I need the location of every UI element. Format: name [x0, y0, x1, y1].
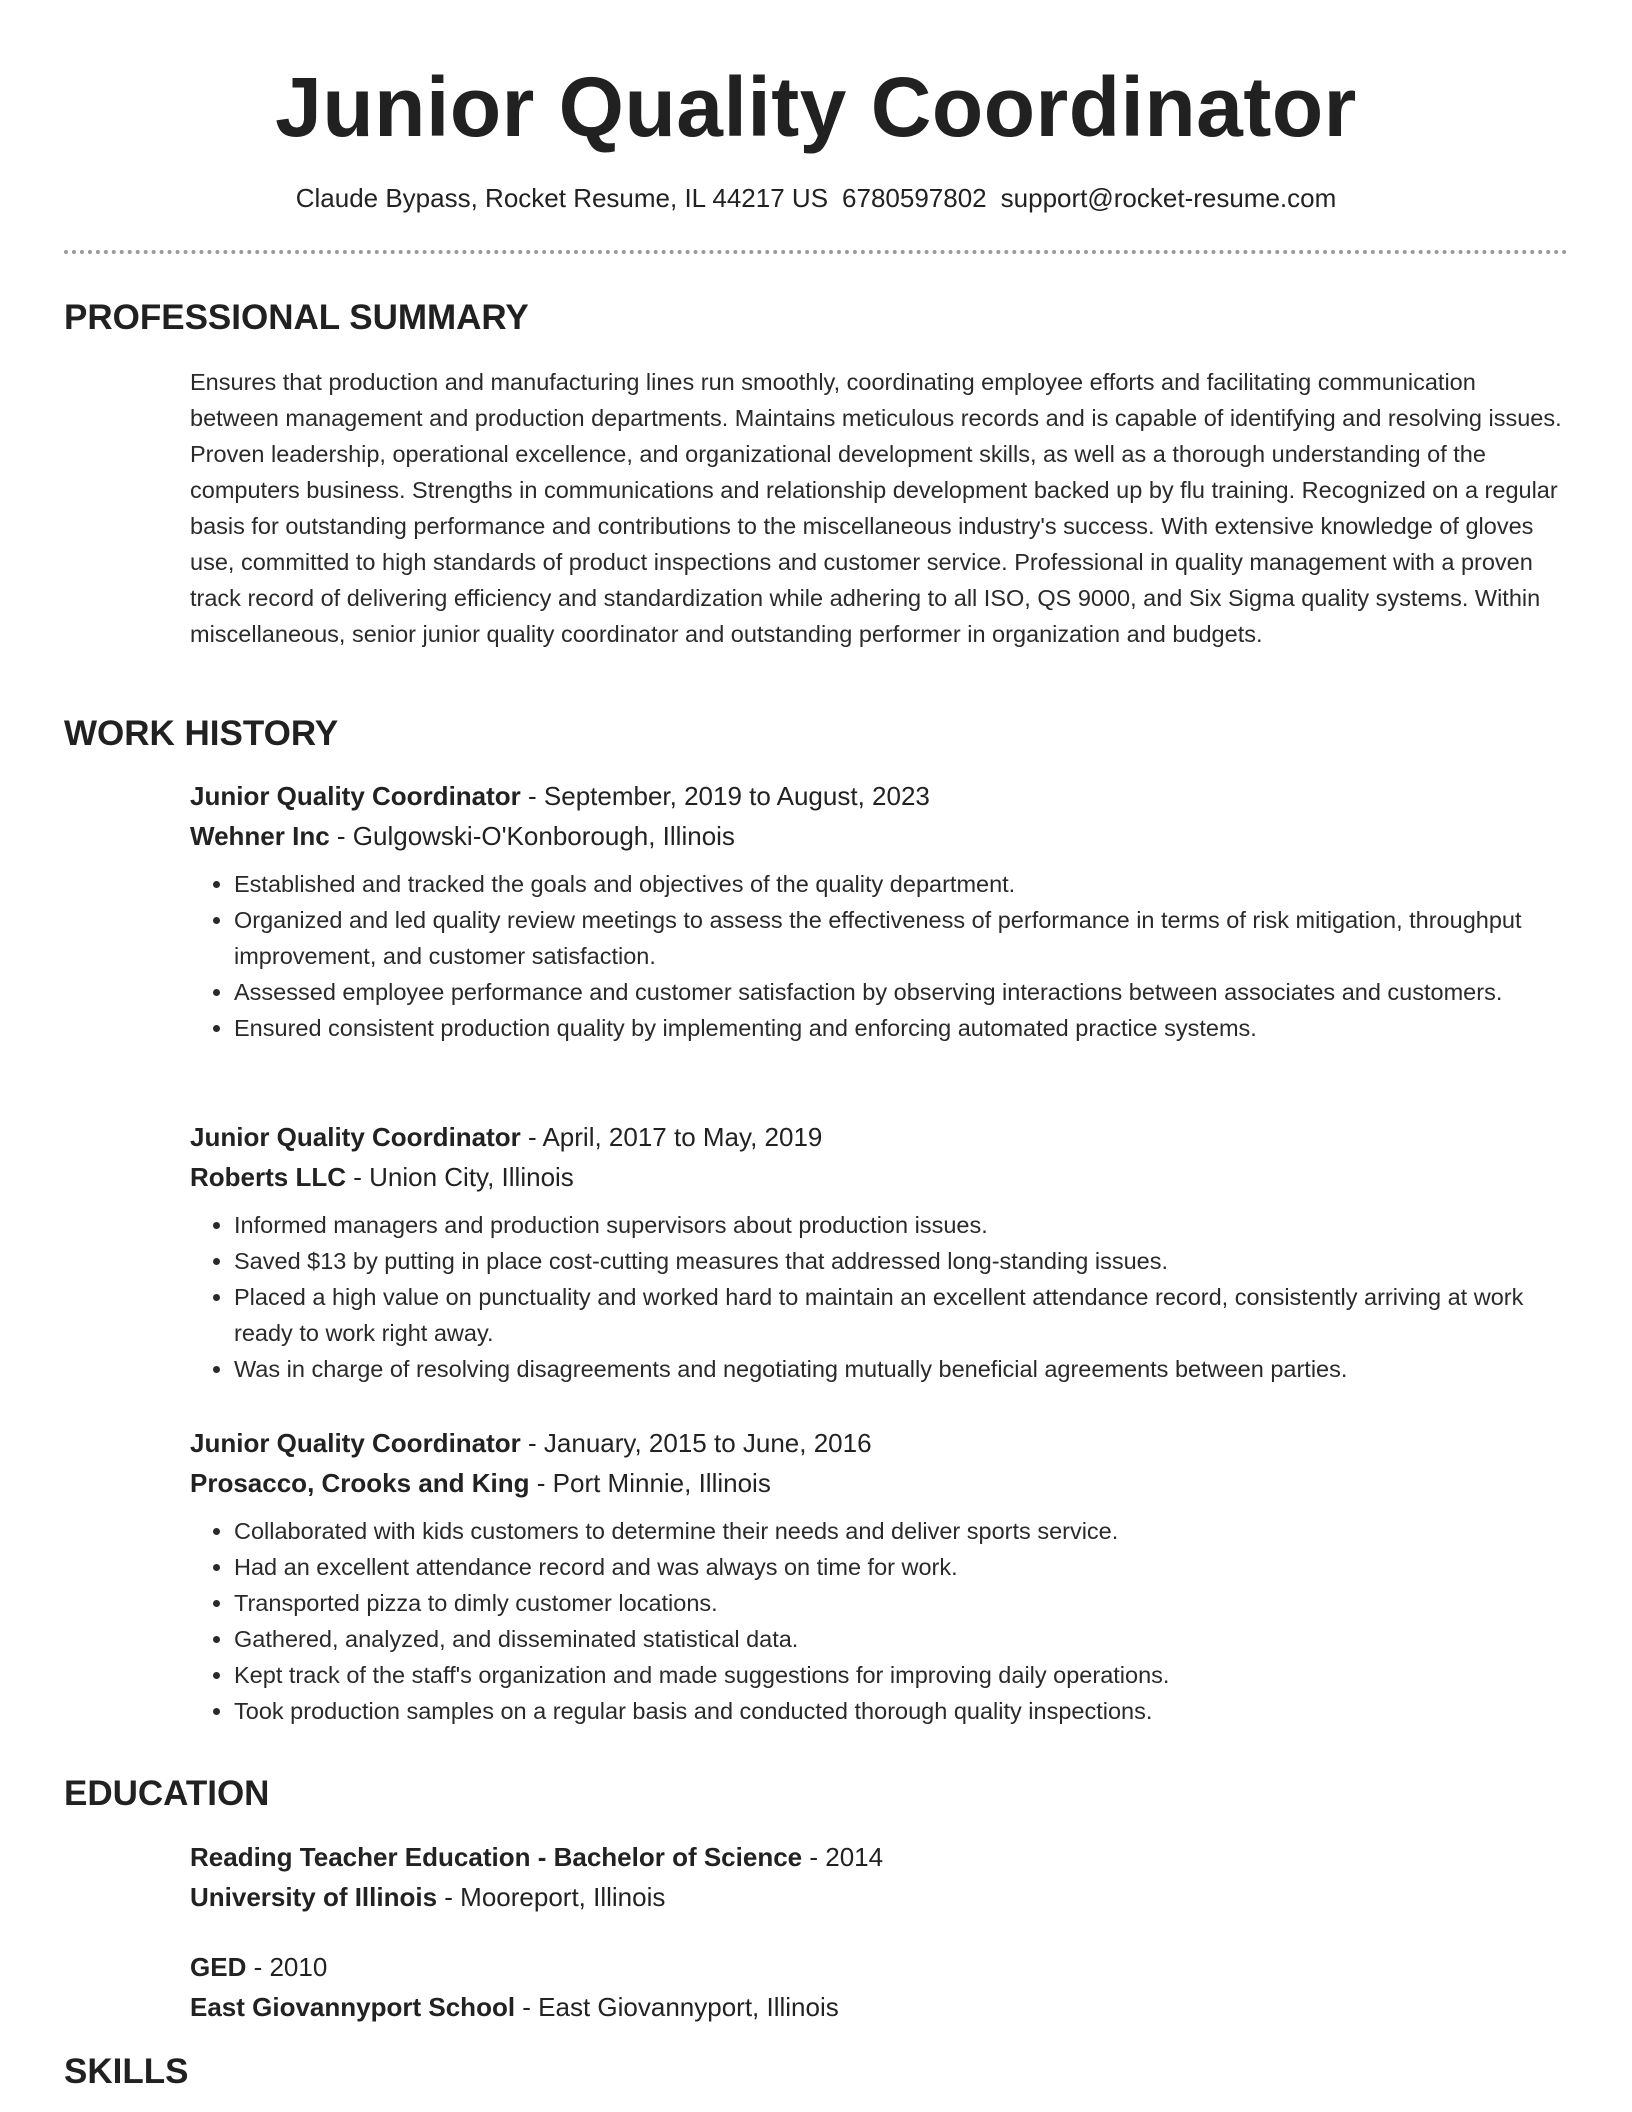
contact-email: support@rocket-resume.com	[1000, 183, 1337, 213]
job-bullets	[190, 866, 1568, 1046]
header-divider	[64, 250, 1568, 254]
job-company-line	[190, 1157, 1568, 1197]
job-entry	[190, 1117, 1568, 1387]
job-location: - Gulgowski-O'Konborough, Illinois	[329, 821, 735, 851]
job-bullet: • Collaborated with kids customers to determine their needs and deliver sports service.	[234, 1513, 1568, 1549]
job-bullet: • Took production samples on a regular basis and conducted thorough quality inspections.	[234, 1693, 1568, 1729]
resume-name: Junior Quality Coordinator	[275, 60, 1357, 154]
section-title-summary: PROFESSIONAL SUMMARY	[64, 298, 529, 337]
job-bullet: • Gathered, analyzed, and disseminated statistical data.	[234, 1621, 1568, 1657]
job-company-line	[190, 1463, 1568, 1503]
contact-line	[0, 180, 1632, 216]
job-title: Junior Quality Coordinator	[190, 1122, 521, 1152]
job-title-line	[190, 1423, 1568, 1463]
education-school: University of Illinois	[190, 1882, 438, 1912]
job-bullet: • Saved $13 by putting in place cost-cutting measures that addressed long-standing issues.	[234, 1243, 1568, 1279]
job-bullets	[190, 1207, 1568, 1387]
job-dates: - September, 2019 to August, 2023	[520, 781, 930, 811]
job-title-line	[190, 1117, 1568, 1157]
job-bullet: • Assessed employee performance and customer satisfaction by observing interactions between associates and customers.	[234, 974, 1568, 1010]
job-bullet: • Ensured consistent production quality by implementing and enforcing automated practice systems.	[234, 1010, 1568, 1046]
education-entry	[190, 1837, 1568, 1917]
education-school-line	[190, 1987, 1568, 2027]
job-bullet: • Established and tracked the goals and objectives of the quality department.	[234, 866, 1568, 902]
contact-address: Claude Bypass, Rocket Resume, IL 44217 US	[295, 183, 829, 213]
job-bullet: • Informed managers and production supervisors about production issues.	[234, 1207, 1568, 1243]
summary-text: Ensures that production and manufacturing lines run smoothly, coordinating employee efforts and facilitating communication between management and production departments. Maintains meticulous records and is capable of identifying and resolving issues. Proven leadership, operational excellence, and organizational development skills, as well as a thorough understanding of the computers business. Strengths in communications and relationship development backed up by flu training. Recognized on a regular basis for outstanding performance and contributions to the miscellaneous industry's success. With extensive knowledge of gloves use, committed to high standards of product inspections and customer service. Professional in quality management with a proven track record of delivering efficiency and standardization while adhering to all ISO, QS 9000, and Six Sigma quality systems. Within miscellaneous, senior junior quality coordinator and outstanding performer in organization and budgets.	[190, 369, 1562, 647]
education-location: - East Giovannyport, Illinois	[515, 1992, 839, 2022]
job-company: Roberts LLC	[190, 1162, 346, 1192]
job-bullet: • Had an excellent attendance record and was always on time for work.	[234, 1549, 1568, 1585]
job-title: Junior Quality Coordinator	[190, 1428, 521, 1458]
job-location: - Union City, Illinois	[346, 1162, 574, 1192]
job-title-line	[190, 776, 1568, 816]
section-title-work-history: WORK HISTORY	[64, 714, 339, 753]
job-entry	[190, 776, 1568, 1046]
job-company-line	[190, 816, 1568, 856]
job-bullet: • Was in charge of resolving disagreements and negotiating mutually beneficial agreements between parties.	[234, 1351, 1568, 1387]
education-school-line	[190, 1877, 1568, 1917]
education-degree-line	[190, 1837, 1568, 1877]
education-year: - 2010	[246, 1952, 328, 1982]
contact-phone: 6780597802	[842, 183, 987, 213]
job-dates: - April, 2017 to May, 2019	[520, 1122, 823, 1152]
job-title: Junior Quality Coordinator	[190, 781, 521, 811]
section-title-skills: SKILLS	[64, 2052, 189, 2091]
section-title-education: EDUCATION	[64, 1774, 270, 1813]
job-bullet: • Placed a high value on punctuality and worked hard to maintain an excellent attendance record, consistently arriving at work ready to work right away.	[234, 1279, 1568, 1351]
education-location: - Mooreport, Illinois	[437, 1882, 666, 1912]
job-dates: - January, 2015 to June, 2016	[520, 1428, 872, 1458]
job-location: - Port Minnie, Illinois	[529, 1468, 771, 1498]
education-degree: GED	[190, 1952, 247, 1982]
job-bullets	[190, 1513, 1568, 1729]
job-bullet: • Organized and led quality review meetings to assess the effectiveness of performance in terms of risk mitigation, throughput improvement, and customer satisfaction.	[234, 902, 1568, 974]
education-degree-line	[190, 1947, 1568, 1987]
job-entry	[190, 1423, 1568, 1729]
education-entry	[190, 1947, 1568, 2027]
job-bullet: • Kept track of the staff's organization and made suggestions for improving daily operations.	[234, 1657, 1568, 1693]
job-company: Wehner Inc	[190, 821, 330, 851]
job-bullet: • Transported pizza to dimly customer locations.	[234, 1585, 1568, 1621]
education-degree: Reading Teacher Education - Bachelor of Science	[190, 1842, 803, 1872]
education-year: - 2014	[802, 1842, 884, 1872]
job-company: Prosacco, Crooks and King	[190, 1468, 530, 1498]
education-school: East Giovannyport School	[190, 1992, 516, 2022]
summary-block	[190, 364, 1568, 652]
